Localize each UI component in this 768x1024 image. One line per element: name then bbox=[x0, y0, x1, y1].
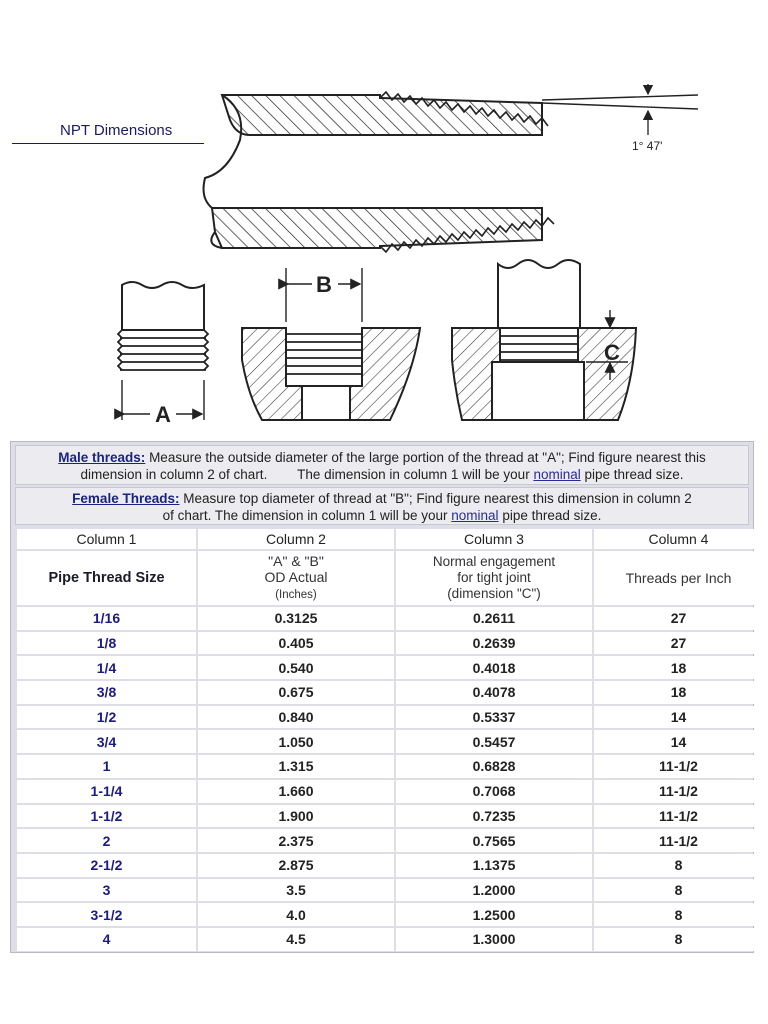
threads-per-inch-cell: 27 bbox=[594, 607, 763, 630]
table-row bbox=[17, 780, 763, 803]
od-actual-cell: 1.315 bbox=[198, 755, 394, 778]
table-row bbox=[17, 681, 763, 704]
pipe-size-cell: 3-1/2 bbox=[17, 903, 196, 926]
table-row bbox=[17, 730, 763, 753]
od-actual-cell: 4.0 bbox=[198, 903, 394, 926]
pipe-size-cell: 1/16 bbox=[17, 607, 196, 630]
table-body bbox=[17, 607, 763, 951]
female-note-text-1: Measure top diameter of thread at "B"; Find figure nearest this dimension in column 2 bbox=[179, 491, 692, 506]
engagement-cell: 1.2500 bbox=[396, 903, 592, 926]
pipe-size-cell: 3/4 bbox=[17, 730, 196, 753]
table-row bbox=[17, 903, 763, 926]
pipe-size-cell: 3/8 bbox=[17, 681, 196, 704]
pipe-drawing bbox=[204, 84, 698, 252]
female-note-text-2: of chart. The dimension in column 1 will be your bbox=[162, 508, 452, 523]
male-nominal-link[interactable]: nominal bbox=[533, 467, 581, 482]
od-actual-cell: 0.840 bbox=[198, 706, 394, 729]
engagement-cell: 1.3000 bbox=[396, 928, 592, 951]
od-header-line-2: OD Actual bbox=[264, 569, 328, 585]
threads-per-inch-cell: 11-1/2 bbox=[594, 829, 763, 852]
table-row bbox=[17, 607, 763, 630]
table-row bbox=[17, 632, 763, 655]
threads-per-inch-header: Threads per Inch bbox=[594, 551, 763, 605]
threads-per-inch-cell: 8 bbox=[594, 854, 763, 877]
threads-per-inch-cell: 18 bbox=[594, 656, 763, 679]
column-1-header: Column 1 bbox=[17, 529, 196, 549]
pipe-size-cell: 2-1/2 bbox=[17, 854, 196, 877]
male-note-text-3: pipe thread size. bbox=[580, 467, 684, 482]
npt-chart bbox=[10, 441, 754, 953]
pipe-size-cell: 1-1/2 bbox=[17, 805, 196, 828]
od-actual-cell: 0.405 bbox=[198, 632, 394, 655]
column-3-header: Column 3 bbox=[396, 529, 592, 549]
engagement-cell: 1.2000 bbox=[396, 879, 592, 902]
column-description-row bbox=[17, 551, 763, 605]
label-a: A bbox=[155, 402, 171, 427]
threads-per-inch-cell: 18 bbox=[594, 681, 763, 704]
table-row bbox=[17, 854, 763, 877]
pipe-size-cell: 2 bbox=[17, 829, 196, 852]
od-actual-cell: 1.050 bbox=[198, 730, 394, 753]
engagement-cell: 0.6828 bbox=[396, 755, 592, 778]
engagement-cell: 0.5457 bbox=[396, 730, 592, 753]
threads-per-inch-cell: 27 bbox=[594, 632, 763, 655]
threads-per-inch-cell: 11-1/2 bbox=[594, 805, 763, 828]
female-nominal-link[interactable]: nominal bbox=[451, 508, 499, 523]
pipe-size-cell: 4 bbox=[17, 928, 196, 951]
threads-per-inch-cell: 8 bbox=[594, 903, 763, 926]
pipe-size-cell: 3 bbox=[17, 879, 196, 902]
threads-per-inch-cell: 11-1/2 bbox=[594, 755, 763, 778]
figure-title: NPT Dimensions bbox=[60, 122, 173, 139]
pipe-size-cell: 1/2 bbox=[17, 706, 196, 729]
engagement-header-line-3: (dimension "C") bbox=[447, 586, 541, 601]
od-header-line-3: (Inches) bbox=[275, 589, 317, 601]
pipe-size-cell: 1/4 bbox=[17, 656, 196, 679]
engagement-cell: 1.1375 bbox=[396, 854, 592, 877]
od-actual-cell: 0.540 bbox=[198, 656, 394, 679]
taper-angle-label: 1° 47' bbox=[632, 139, 663, 153]
engagement-cell: 0.4078 bbox=[396, 681, 592, 704]
female-threads-note bbox=[15, 487, 749, 525]
female-fitting-drawing bbox=[242, 268, 420, 420]
engagement-header-line-2: for tight joint bbox=[457, 570, 531, 585]
engagement-cell: 0.7565 bbox=[396, 829, 592, 852]
pipe-size-cell: 1/8 bbox=[17, 632, 196, 655]
engagement-cell: 0.7068 bbox=[396, 780, 592, 803]
od-actual-cell: 4.5 bbox=[198, 928, 394, 951]
female-note-text-3: pipe thread size. bbox=[498, 508, 602, 523]
label-c: C bbox=[604, 340, 620, 365]
label-b: B bbox=[316, 272, 332, 297]
table-row bbox=[17, 706, 763, 729]
od-actual-cell: 3.5 bbox=[198, 879, 394, 902]
column-number-row bbox=[17, 529, 763, 549]
od-header-line-1: "A" & "B" bbox=[268, 553, 324, 569]
column-2-header: Column 2 bbox=[198, 529, 394, 549]
engagement-cell: 0.2639 bbox=[396, 632, 592, 655]
male-threads-label: Male threads: bbox=[58, 450, 146, 465]
engagement-header-line-1: Normal engagement bbox=[432, 554, 556, 569]
engagement-cell: 0.4018 bbox=[396, 656, 592, 679]
engagement-cell: 0.7235 bbox=[396, 805, 592, 828]
engagement-header bbox=[396, 551, 592, 605]
od-actual-cell: 2.375 bbox=[198, 829, 394, 852]
engagement-cell: 0.2611 bbox=[396, 607, 592, 630]
table-row bbox=[17, 755, 763, 778]
pipe-size-cell: 1 bbox=[17, 755, 196, 778]
engaged-fitting-drawing bbox=[452, 260, 636, 420]
engagement-cell: 0.5337 bbox=[396, 706, 592, 729]
pipe-thread-size-header: Pipe Thread Size bbox=[17, 551, 196, 605]
male-threads-note bbox=[15, 445, 749, 485]
table-row bbox=[17, 879, 763, 902]
od-actual-cell: 0.675 bbox=[198, 681, 394, 704]
table-row bbox=[17, 656, 763, 679]
thread-size-table bbox=[15, 527, 765, 953]
threads-per-inch-cell: 14 bbox=[594, 706, 763, 729]
female-threads-label: Female Threads: bbox=[72, 491, 180, 506]
pipe-size-cell: 1-1/4 bbox=[17, 780, 196, 803]
threads-per-inch-cell: 14 bbox=[594, 730, 763, 753]
od-actual-cell: 2.875 bbox=[198, 854, 394, 877]
male-note-text-2: dimension in column 2 of chart. The dimension in column 1 will be your bbox=[80, 467, 534, 482]
table-row bbox=[17, 805, 763, 828]
od-actual-cell: 1.900 bbox=[198, 805, 394, 828]
od-actual-header bbox=[198, 551, 394, 605]
threads-per-inch-cell: 11-1/2 bbox=[594, 780, 763, 803]
threads-per-inch-cell: 8 bbox=[594, 879, 763, 902]
table-row bbox=[17, 928, 763, 951]
male-note-text-1: Measure the outside diameter of the large portion of the thread at "A"; Find figure nearest this bbox=[145, 450, 706, 465]
table-row bbox=[17, 829, 763, 852]
male-fitting-drawing bbox=[118, 282, 208, 427]
column-4-header: Column 4 bbox=[594, 529, 763, 549]
od-actual-cell: 1.660 bbox=[198, 780, 394, 803]
technical-drawing bbox=[0, 0, 768, 440]
threads-per-inch-cell: 8 bbox=[594, 928, 763, 951]
npt-figure bbox=[0, 0, 768, 440]
od-actual-cell: 0.3125 bbox=[198, 607, 394, 630]
